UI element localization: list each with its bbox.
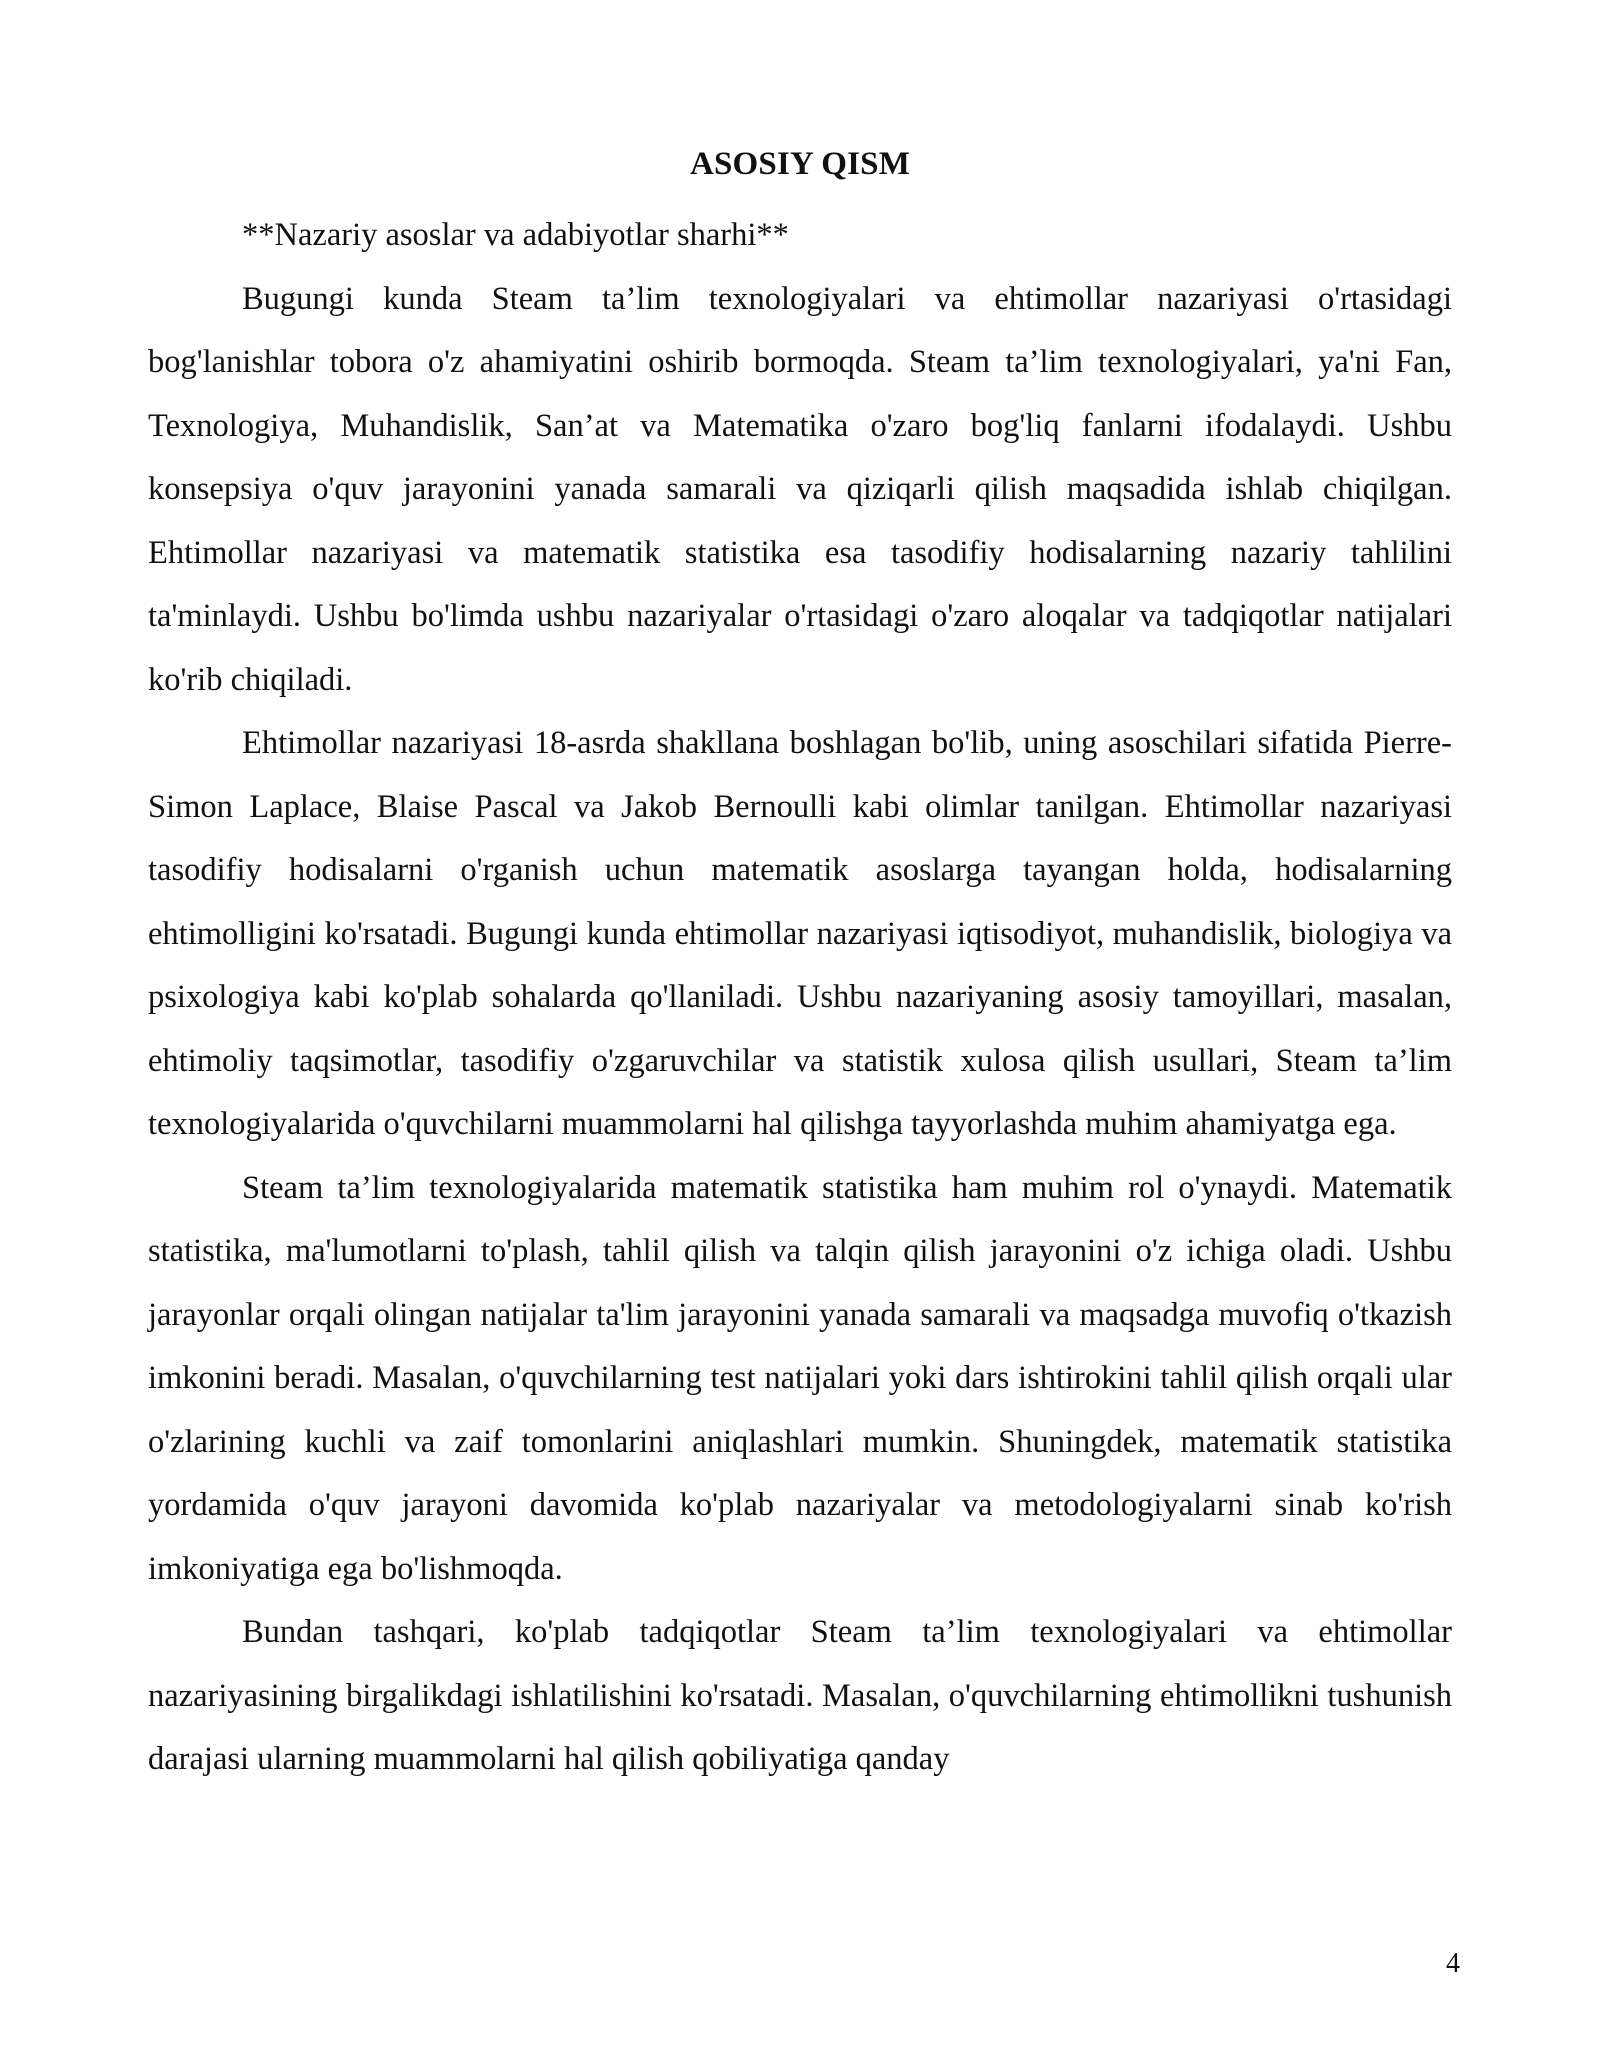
paragraph: Bundan tashqari, ko'plab tadqiqotlar Steam ta’lim texnologiyalari va ehtimollar nazariyasining birgalikdagi ishlatilishini ko'rsatadi. Masalan, o'quvchilarning ehtimollikni tushunish darajasi ularning muammolarni hal qilish qobiliyatiga qanday xyxy=(148,1614,1452,1777)
paragraph: Ehtimollar nazariyasi 18-asrda shakllana boshlagan bo'lib, uning asoschilari sifatida Pierre-Simon Laplace, Blaise Pascal va Jakob Bernoulli kabi olimlar tanilgan. Ehtimollar nazariyasi tasodifiy hodisalarni o'rganish uchun matematik asoslarga tayangan holda, hodisalarning ehtimolligini ko'rsatadi. Bugungi kunda ehtimollar nazariyasi iqtisodiyot, muhandislik, biologiya va psixologiya kabi ko'plab sohalarda qo'llaniladi. Ushbu nazariyaning asosiy tamoyillari, masalan, ehtimoliy taqsimotlar, tasodifiy o'zgaruvchilar va statistik xulosa qilish usullari, Steam ta’lim texnologiyalarida o'quvchilarni muammolarni hal qilishga tayyorlashda muhim ahamiyatga ega. xyxy=(148,725,1452,1142)
section-heading: ASOSIY QISM xyxy=(689,146,911,182)
page-number: 4 xyxy=(1446,1948,1460,1979)
paragraph: Steam ta’lim texnologiyalarida matematik statistika ham muhim rol o'ynaydi. Matematik statistika, ma'lumotlarni to'plash, tahlil qilish va talqin qilish jarayonini o'z ichiga oladi. Ushbu jarayonlar orqali olingan natijalar ta'lim jarayonini yanada samarali va maqsadga muvofiq o'tkazish imkonini beradi. Masalan, o'quvchilarning test natijalari yoki dars ishtirokini tahlil qilish orqali ular o'zlarining kuchli va zaif tomonlarini aniqlashlari mumkin. Shuningdek, matematik statistika yordamida o'quv jarayoni davomida ko'plab nazariyalar va metodologiyalarni sinab ko'rish imkoniyatiga ega bo'lishmoqda. xyxy=(148,1169,1452,1587)
section-subheading: **Nazariy asoslar va adabiyotlar sharhi** xyxy=(242,217,789,253)
page-content xyxy=(148,142,1452,1792)
paragraph: Bugungi kunda Steam ta’lim texnologiyalari va ehtimollar nazariyasi o'rtasidagi bog'lanishlar tobora o'z ahamiyatini oshirib bormoqda. Steam ta’lim texnologiyalari, ya'ni Fan, Texnologiya, Muhandislik, San’at va Matematika o'zaro bog'liq fanlarni ifodalaydi. Ushbu konsepsiya o'quv jarayonini yanada samarali va qiziqarli qilish maqsadida ishlab chiqilgan. Ehtimollar nazariyasi va matematik statistika esa tasodifiy hodisalarning nazariy tahlilini ta'minlaydi. Ushbu bo'limda ushbu nazariyalar o'rtasidagi o'zaro aloqalar va tadqiqotlar natijalari ko'rib chiqiladi. xyxy=(148,280,1452,698)
